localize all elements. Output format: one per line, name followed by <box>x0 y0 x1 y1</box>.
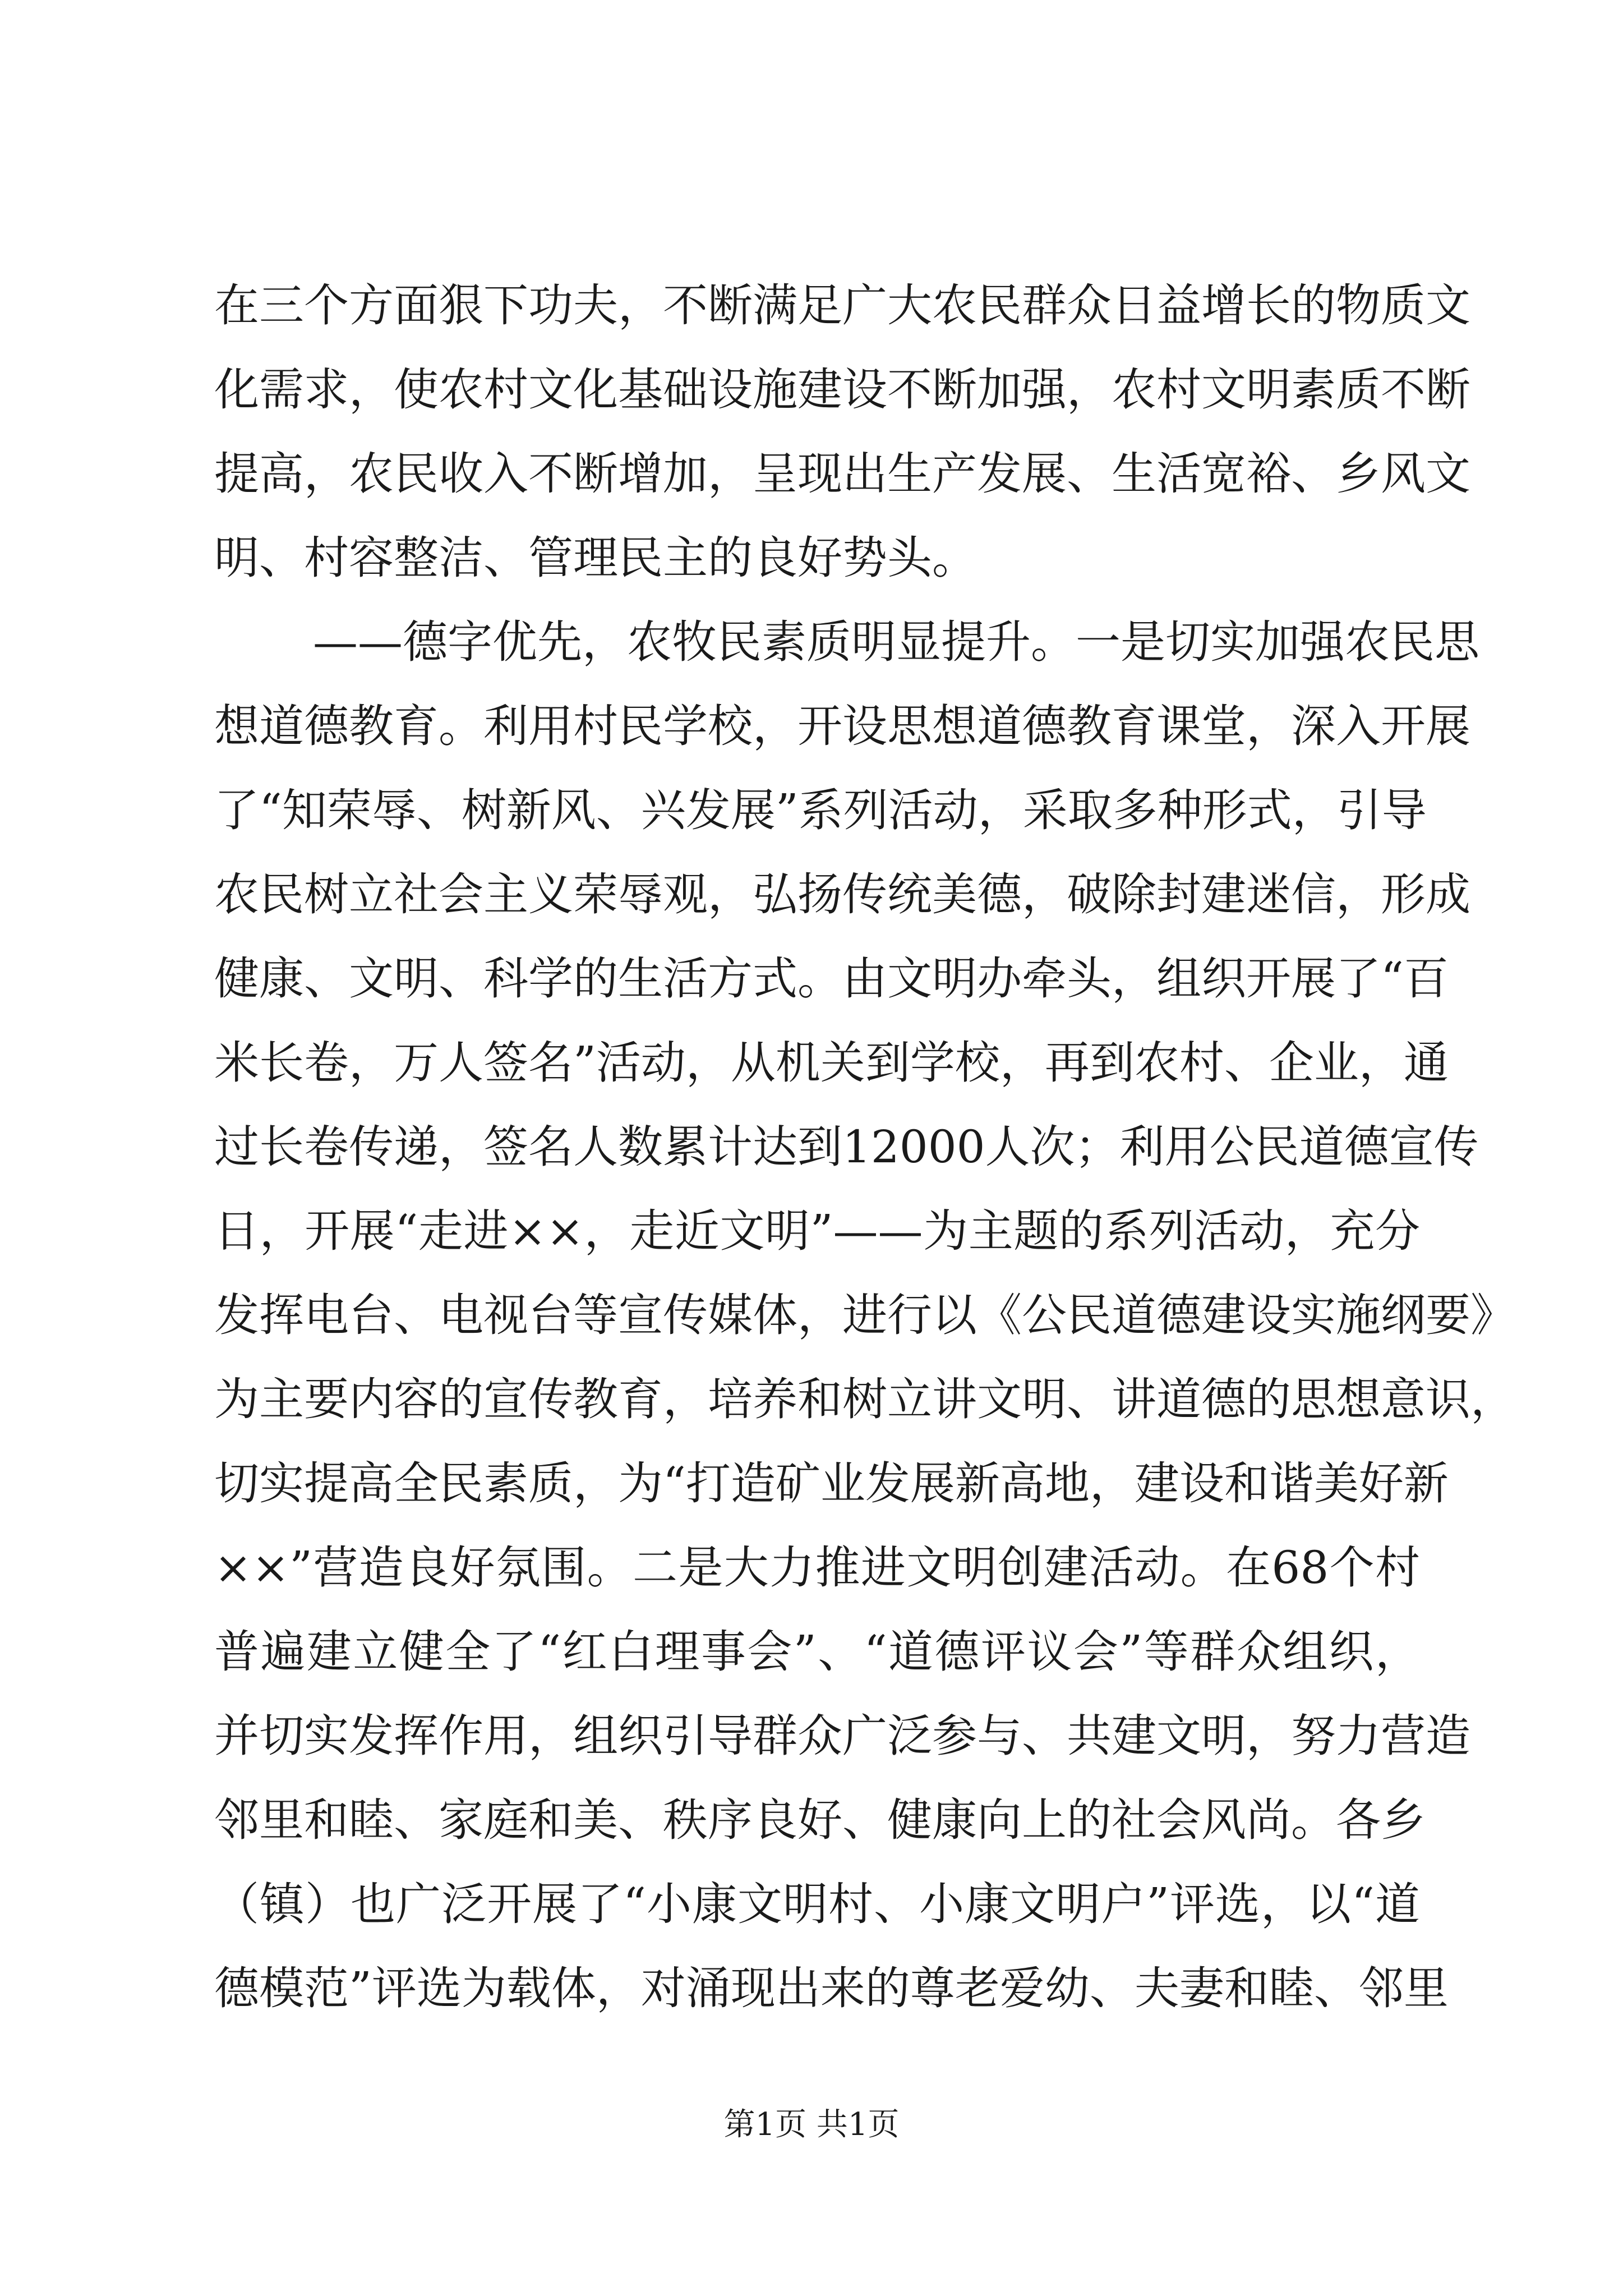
paragraph-2-line-7: 过长卷传递，签名人数累计达到12000人次；利用公民道德宣传 <box>214 1121 1479 1173</box>
paragraph-2-line-16: （镇）也广泛开展了“小康文明村、小康文明户”评选，以“道 <box>214 1878 1420 1930</box>
paragraph-2-line-11: 切实提高全民素质，为“打造矿业发展新高地，建设和谐美好新 <box>214 1457 1449 1510</box>
paragraph-2-line-5: 健康、文明、科学的生活方式。由文明办牵头，组织开展了“百 <box>214 953 1449 1005</box>
paragraph-2-line-12: ××”营造良好氛围。二是大力推进文明创建活动。在68个村 <box>214 1542 1420 1594</box>
paragraph-1-line-1: 在三个方面狠下功夫，不断满足广大农民群众日益增长的物质文 <box>214 279 1470 332</box>
page-number-footer: 第1页 共1页 <box>723 2106 900 2143</box>
paragraph-2-line-9: 发挥电台、电视台等宣传媒体，进行以《公民道德建设实施纲要》 <box>214 1289 1515 1341</box>
paragraph-2-line-14: 并切实发挥作用，组织引导群众广泛参与、共建文明，努力营造 <box>214 1710 1470 1762</box>
paragraph-1-line-4: 明、村容整洁、管理民主的良好势头。 <box>214 532 977 584</box>
paragraph-1-line-3: 提高，农民收入不断增加，呈现出生产发展、生活宽裕、乡风文 <box>214 448 1470 500</box>
paragraph-2-line-3: 了“知荣辱、树新风、兴发展”系列活动，采取多种形式，引导 <box>214 784 1427 836</box>
paragraph-2-line-15: 邻里和睦、家庭和美、秩序良好、健康向上的社会风尚。各乡 <box>214 1794 1426 1846</box>
paragraph-1-line-2: 化需求，使农村文化基础设施建设不断加强，农村文明素质不断 <box>214 364 1470 416</box>
paragraph-2-line-17: 德模范”评选为载体，对涌现出来的尊老爱幼、夫妻和睦、邻里 <box>214 1962 1449 2014</box>
paragraph-2-line-4: 农民树立社会主义荣辱观，弘扬传统美德，破除封建迷信，形成 <box>214 868 1470 921</box>
paragraph-2-line-2: 想道德教育。利用村民学校，开设思想道德教育课堂，深入开展 <box>214 700 1470 752</box>
paragraph-2-line-8: 日，开展“走进××，走近文明”——为主题的系列活动，充分 <box>214 1205 1420 1257</box>
paragraph-2-line-1: ——德字优先，农牧民素质明显提升。一是切实加强农民思 <box>313 616 1479 668</box>
paragraph-2-line-13: 普遍建立健全了“红白理事会”、“道德评议会”等群众组织， <box>214 1626 1420 1678</box>
paragraph-2-line-6: 米长卷，万人签名”活动，从机关到学校，再到农村、企业，通 <box>214 1037 1449 1089</box>
paragraph-2-line-10: 为主要内容的宣传教育，培养和树立讲文明、讲道德的思想意识， <box>214 1373 1515 1425</box>
